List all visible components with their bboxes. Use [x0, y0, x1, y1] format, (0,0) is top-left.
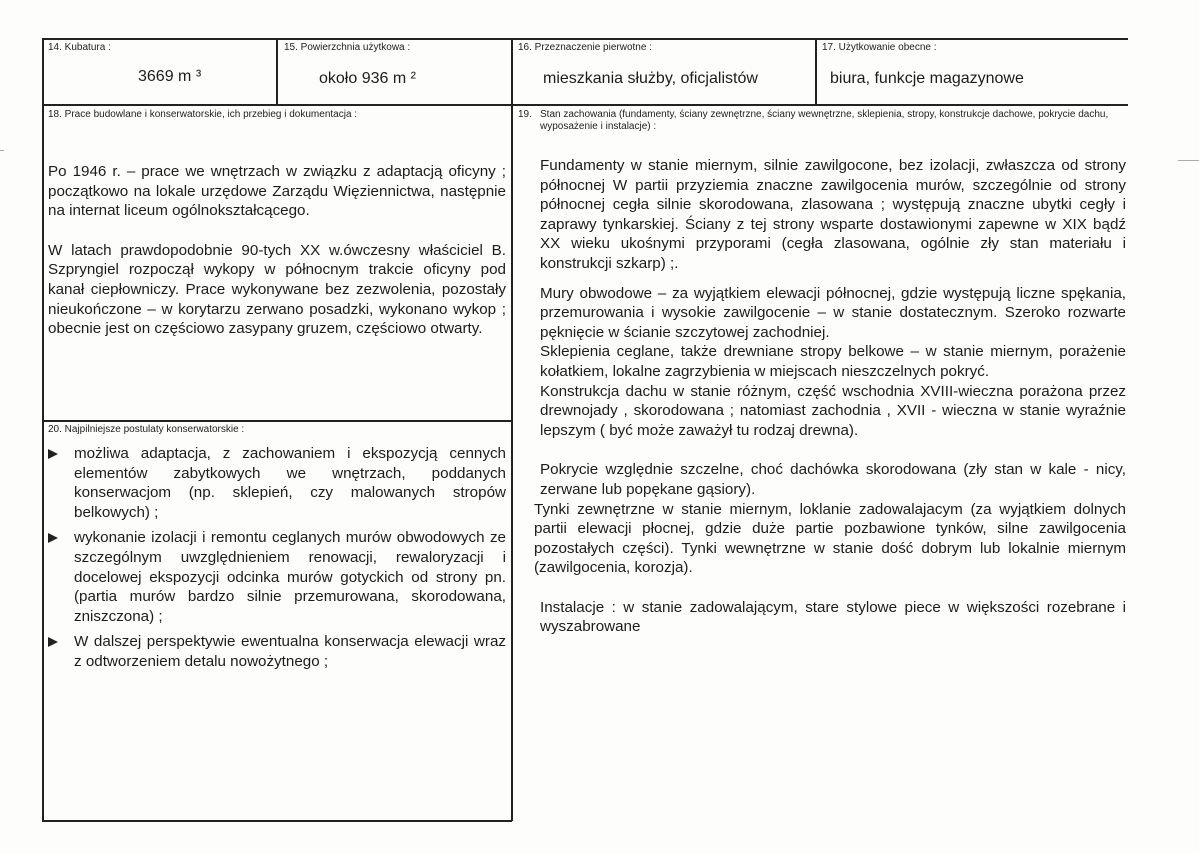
- table-top-border: [42, 38, 1128, 40]
- powierzchnia-value: około 936 m ²: [319, 70, 416, 87]
- powierzchnia-label: 15. Powierzchnia użytkowa :: [284, 42, 411, 53]
- prace-label: 18. Prace budowlane i konserwatorskie, ich przebieg i dokumentacja :: [48, 109, 358, 120]
- col-divider-main: [511, 38, 513, 821]
- scan-mark: [1178, 160, 1199, 161]
- prace-text: [48, 162, 506, 339]
- stan-text: [534, 156, 1126, 637]
- postulat-item: [48, 444, 506, 522]
- bullet-arrow-icon: [48, 637, 58, 647]
- postulat-item: [48, 632, 506, 671]
- stan-label-number: 19.: [518, 109, 532, 120]
- stan-paragraph-fundamenty: Fundamenty w stanie miernym, silnie zawilgocone, bez izolacji, zwłaszcza od strony północnej W partii przyziemia znaczne zawilgocenia murów, szczególnie od strony północnej cegła silnie skorodowana, zlasowana ; występują znaczne ubytki cegły i zaprawy tynkarskiej. Ściany z tej strony wsparte dostawionymi zapewne w XIX bądź XX wieku ukośnymi przyporami (cegła zlasowana, ogólnie zły stan materiału i konstrukcji szkarp) ;.: [540, 157, 1126, 272]
- stan-label: Stan zachowania (fundamenty, ściany zewnętrzne, ściany wewnętrzne, sklepienia, stropy, konstrukcje dachowe, pokrycie dachu, wyposażenie i instalacje) :: [540, 109, 1109, 132]
- przeznaczenie-value: mieszkania służby, oficjalistów: [543, 70, 758, 87]
- postulat-text: wykonanie izolacji i remontu ceglanych murów obwodowych ze szczególnym uwzględnieniem renowacji, rewaloryzacji i docelowej ekspozycji odcinka murów gotyckich od strony pn. (partia murów bardzo silnie przemurowana, skorodowana, zniszczona) ;: [74, 529, 506, 625]
- bullet-arrow-icon: [48, 449, 58, 459]
- prace-paragraph-1: Po 1946 r. – prace we wnętrzach w związku z adaptacją oficyny ; początkowo na lokale urzędowe Zarządu Więziennictwa, następnie na internat liceum ogólnokształcącego.: [48, 163, 506, 220]
- przeznaczenie-label: 16. Przeznaczenie pierwotne :: [518, 42, 652, 53]
- stan-paragraph-mury: Mury obwodowe – za wyjątkiem elewacji północnej, gdzie występują liczne spękania, przemurowania i wysokie zawilgocenie – w stanie dostatecznym. Szeroko rozwarte pęknięcie w ścianie szczytowej zachodniej.: [540, 284, 1126, 341]
- postulat-text: możliwa adaptacja, z zachowaniem i ekspozycją cennych elementów zabytkowych we wnętrzach, poddanych konserwacjom (np. sklepień, czy malowanych stropów belkowych) ;: [74, 445, 506, 521]
- stan-paragraph-sklepienia: Sklepienia ceglane, także drewniane stropy belkowe – w stanie miernym, porażenie kołatkiem, lokalne zagrzybienia w miejscach nieszczelnych pokryć.: [540, 343, 1126, 380]
- uzytkowanie-value: biura, funkcje magazynowe: [830, 70, 1024, 87]
- prace-paragraph-2: W latach prawdopodobnie 90-tych XX w.ówczesny właściciel B. Szpryngiel rozpoczął wykopy w północnym trakcie oficyny pod kanał ciepłowniczy. Prace wykonywane bez zezwolenia, pozostały nieukończone – w korytarzu zerwano posadzki, wykonano wykop ; obecnie jest on częściowo zasypany gruzem, częściowo otwarty.: [48, 241, 506, 338]
- stan-paragraph-pokrycie: Pokrycie względnie szczelne, choć dachówka skorodowana (zły stan w kale - nicy, zerwane lub popękane gąsiory).: [540, 461, 1126, 498]
- table-bottom-border-left: [42, 820, 512, 822]
- row2-divider-left: [42, 420, 512, 422]
- postulaty-list: [48, 444, 506, 672]
- kubatura-value: 3669 m ³: [138, 68, 202, 85]
- postulaty-label: 20. Najpilniejsze postulaty konserwatorskie :: [48, 424, 245, 435]
- postulat-text: W dalszej perspektywie ewentualna konserwacja elewacji wraz z odtworzeniem detalu nowożytnego ;: [74, 633, 506, 670]
- left-border: [42, 38, 44, 821]
- stan-paragraph-instalacje: Instalacje : w stanie zadowalającym, stare stylowe piece w większości rozebrane i wyszabrowane: [540, 598, 1126, 636]
- bullet-arrow-icon: [48, 533, 58, 543]
- row1-bottom-border: [42, 104, 1128, 106]
- scan-mark: [0, 150, 4, 151]
- postulat-item: [48, 528, 506, 626]
- stan-paragraph-tynki: Tynki zewnętrzne w stanie miernym, loklanie zadowalajacym (za wyjątkiem dolnych partii elewacji płocnej, gdzie duże partie pozbawione tynków, silne zawilgocenia pozostałych części). Tynki wewnętrzne w stanie dość dobrym lub lokalnie miernym (zawilgocenia, korozja).: [534, 500, 1126, 577]
- kubatura-label: 14. Kubatura :: [48, 42, 111, 53]
- col-divider-3: [815, 38, 817, 105]
- col-divider-1: [276, 38, 278, 105]
- uzytkowanie-label: 17. Użytkowanie obecne :: [822, 42, 937, 53]
- stan-paragraph-dach: Konstrukcja dachu w stanie różnym, część wschodnia XVIII-wieczna porażona przez drewnojady , skorodowana ; natomiast zachodnia , XVII - wieczna w stanie wyraźnie lepszym ( być może zaważył tu rodzaj drewna).: [540, 382, 1126, 439]
